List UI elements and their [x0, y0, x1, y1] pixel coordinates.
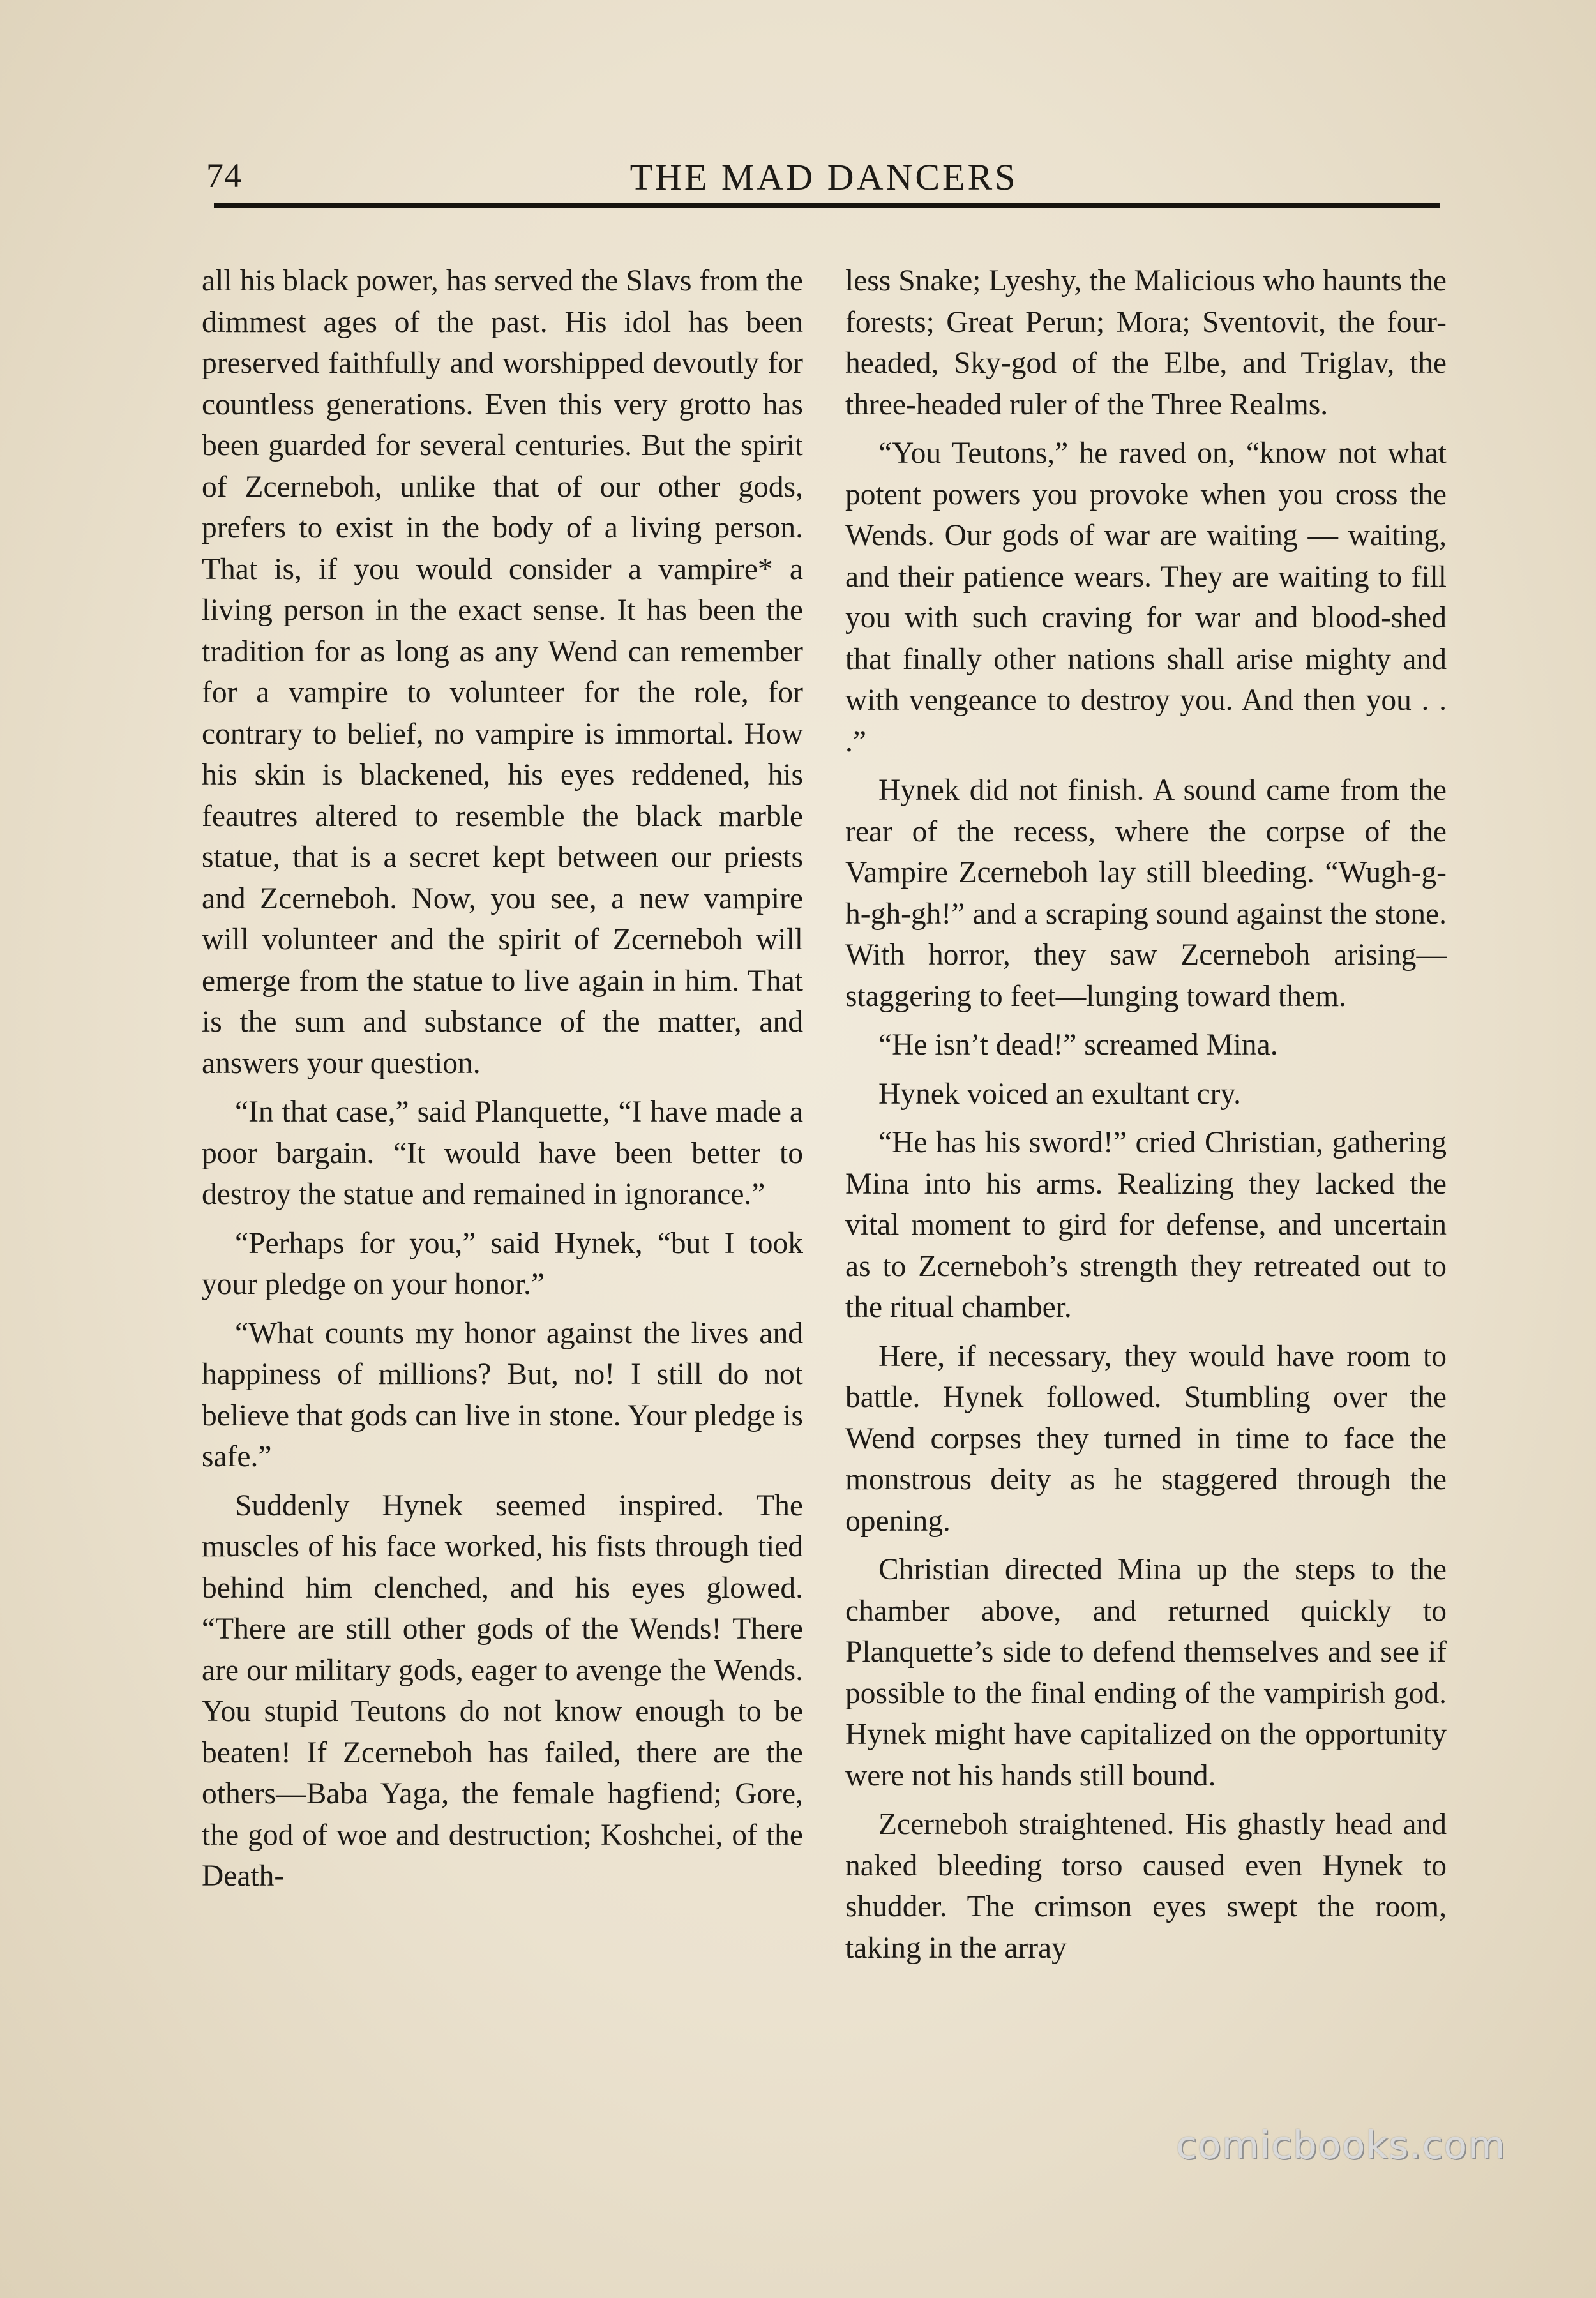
paragraph: “What counts my honor against the lives and happiness of millions? But, no! I still do not believe that gods can live in stone. Your pledge is safe.” [202, 1316, 803, 1473]
watermark: comicbooks.com [1176, 2123, 1506, 2168]
running-title: THE MAD DANCERS [629, 156, 1018, 198]
paragraph: Hynek voiced an exultant cry. [878, 1077, 1242, 1111]
paragraph: “In that case,” said Planquette, “I have made a poor bargain. “It would have been better to destroy the statue and remained in ignorance.” [202, 1095, 803, 1211]
page-header [206, 148, 1442, 206]
paragraph: “He isn’t dead!” screamed Mina. [878, 1028, 1278, 1062]
header-rule [214, 203, 1440, 208]
paragraph: Here, if necessary, they would have room to battle. Hynek followed. Stumbling over the Wend corpses they turned in time to face the monstrous deity as he staggered through the opening. [845, 1339, 1447, 1538]
paragraph: Zcerneboh straightened. His ghastly head and naked bleeding torso caused even Hynek to shudder. The crimson eyes swept the room, taking in the array [845, 1808, 1447, 1965]
paragraph: “You Teutons,” he raved on, “know not what potent powers you provoke when you cross the Wends. Our gods of war are waiting — waiting, and their patience wears. They are waiting to fill you with such craving for war and blood-shed that finally other nations shall arise mighty and with vengeance to destroy you. And then you . . .” [845, 437, 1447, 758]
paragraph: “Perhaps for you,” said Hynek, “but I took your pledge on your honor.” [202, 1226, 803, 1301]
paragraph: “He has his sword!” cried Christian, gathering Mina into his arms. Realizing they lacked the vital moment to gird for defense, and uncertain as to Zcerneboh’s strength they retreated out to the ritual chamber. [845, 1126, 1447, 1324]
paragraph: all his black power, has served the Slavs from the dimmest ages of the past. His idol has been preserved faithfully and worshipped devoutly for countless generations. Even this very grotto has been guarded for several centuries. But the spirit of Zcerneboh, unlike that of our other gods, prefers to exist in the body of a living person. That is, if you would consider a vampire* a living person in the exact sense. It has been the tradition for as long as any Wend can remember for a vampire to volunteer for the role, for contrary to belief, no vampire is immortal. How his skin is blackened, his eyes reddened, his feautres altered to resemble the black marble statue, that is a secret kept between our priests and Zcerneboh. Now, you see, a new vampire will volunteer and the spirit of Zcerneboh will emerge from the statue to live again in him. That is the sum and substance of the matter, and answers your question. [202, 264, 803, 1080]
left-text-column [202, 260, 803, 1897]
paragraph: Christian directed Mina up the steps to the chamber above, and returned quickly to Planquette’s side to defend themselves and see if possible to the final ending of the vampirish god. Hynek might have capitalized on the opportunity were not his hands still bound. [845, 1553, 1447, 1792]
paragraph: Hynek did not finish. A sound came from the rear of the recess, where the corpse of the Vampire Zcerneboh lay still bleeding. “Wugh-g-h-gh-gh!” and a scraping sound against the stone. With horror, they saw Zcerneboh arising—staggering to feet—lunging toward them. [845, 774, 1447, 1013]
paragraph: less Snake; Lyeshy, the Malicious who haunts the forests; Great Perun; Mora; Sventovit, the four-headed, Sky-god of the Elbe, and Triglav, the three-headed ruler of the Three Realms. [845, 264, 1447, 421]
page-number: 74 [206, 156, 242, 195]
paragraph: Suddenly Hynek seemed inspired. The muscles of his face worked, his fists through tied behind him clenched, and his eyes glowed. “There are still other gods of the Wends! There are our military gods, eager to avenge the Wends. You stupid Teutons do not know enough to be beaten! If Zcerneboh has failed, there are the others—Baba Yaga, the female hagfiend; Gore, the god of woe and destruction; Koshchei, of the Death- [202, 1489, 803, 1893]
right-text-column [845, 260, 1447, 1969]
